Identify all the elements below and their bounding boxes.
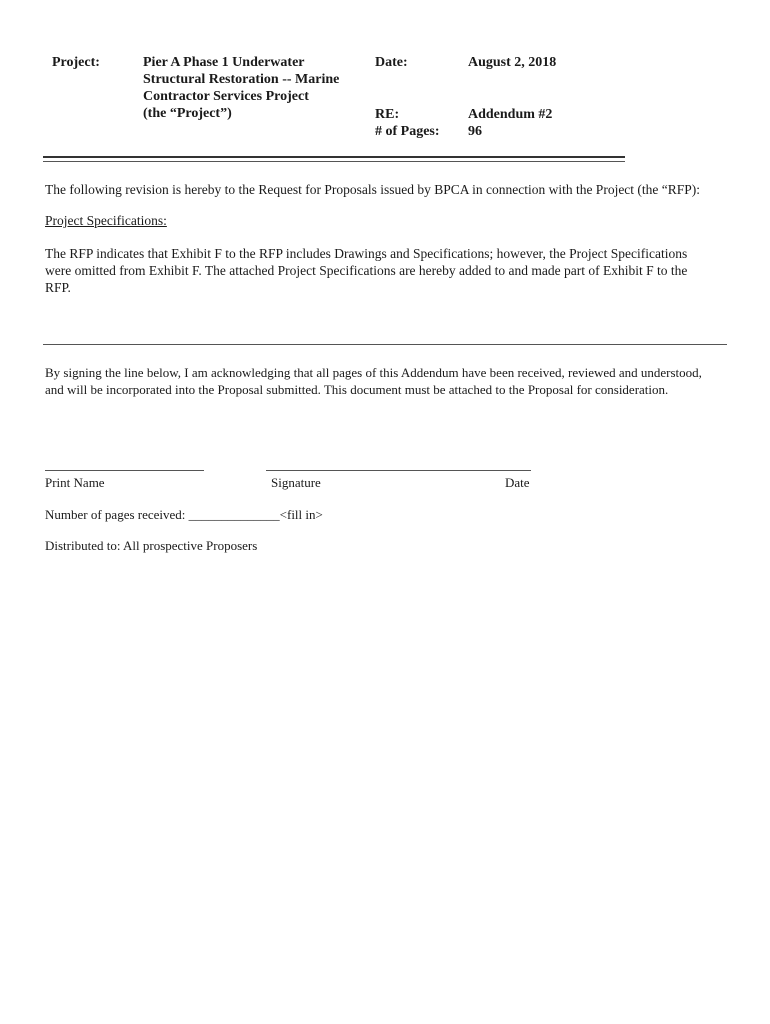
acknowledgment-line: By signing the line below, I am acknowledging that all pages of this Addendum have been received, reviewed and understood, — [45, 365, 702, 380]
header-divider-thin — [43, 161, 625, 162]
project-title — [143, 54, 339, 122]
project-title-line: Structural Restoration -- Marine — [143, 72, 340, 87]
distribution-note: Distributed to: All prospective Proposers — [45, 538, 258, 553]
acknowledgment-line: and will be incorporated into the Proposal submitted. This document must be attached to the Proposal for consideration. — [45, 382, 669, 397]
date-label: Date: — [375, 55, 408, 70]
section-heading: Project Specifications: — [45, 213, 167, 228]
pages-value: 96 — [468, 124, 482, 139]
date-value: August 2, 2018 — [468, 55, 557, 70]
header-divider-thick — [43, 156, 625, 158]
specifications-paragraph — [45, 245, 735, 296]
date-field-label: Date — [505, 475, 530, 490]
project-title-line: (the “Project”) — [143, 106, 232, 121]
paragraph-line: were omitted from Exhibit F. The attached Project Specifications are hereby added to and made part of Exhibit F to the — [45, 263, 688, 278]
pages-received-field[interactable]: Number of pages received: ______________<fill in> — [45, 507, 323, 522]
project-label: Project: — [52, 55, 100, 70]
paragraph-line: RFP. — [45, 280, 71, 295]
acknowledgment-text — [45, 364, 702, 398]
section-divider — [43, 344, 727, 345]
re-value: Addendum #2 — [468, 107, 553, 122]
pages-label: # of Pages: — [375, 124, 440, 139]
intro-text: The following revision is hereby to the Request for Proposals issued by BPCA in connection with the Project (the “RFP): — [45, 182, 701, 197]
print-name-line[interactable] — [45, 470, 204, 471]
signature-label: Signature — [271, 475, 321, 490]
print-name-label: Print Name — [45, 475, 105, 490]
re-label: RE: — [375, 107, 400, 122]
paragraph-line: The RFP indicates that Exhibit F to the RFP includes Drawings and Specifications; however, the Project Specifications — [45, 246, 688, 261]
signature-line[interactable] — [266, 470, 531, 471]
project-title-line: Pier A Phase 1 Underwater — [143, 55, 305, 70]
project-title-line: Contractor Services Project — [143, 89, 309, 104]
